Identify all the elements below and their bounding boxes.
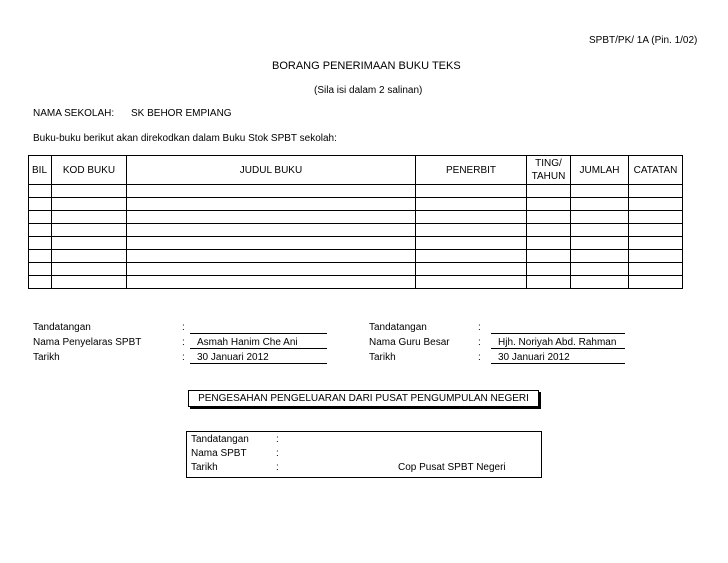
table-row xyxy=(29,237,683,250)
right-nama-line xyxy=(491,348,625,349)
table-body xyxy=(29,185,683,289)
table-cell[interactable] xyxy=(127,211,416,224)
right-tandatangan-line[interactable] xyxy=(491,333,625,334)
left-nama-label: Nama Penyelaras SPBT xyxy=(33,337,142,348)
table-cell[interactable] xyxy=(127,276,416,289)
pengesahan-nama-label: Nama SPBT xyxy=(191,448,247,459)
table-cell[interactable] xyxy=(416,263,527,276)
right-colon-3: : xyxy=(478,352,481,363)
pengesahan-title: PENGESAHAN PENGELUARAN DARI PUSAT PENGUMPULAN NEGERI xyxy=(198,393,529,404)
left-tandatangan-label: Tandatangan xyxy=(33,322,91,333)
table-cell[interactable] xyxy=(527,250,571,263)
right-tarikh-value: 30 Januari 2012 xyxy=(498,352,570,363)
table-cell[interactable] xyxy=(571,211,629,224)
left-colon-3: : xyxy=(182,352,185,363)
table-cell[interactable] xyxy=(52,263,127,276)
table-cell[interactable] xyxy=(127,263,416,276)
form-title: BORANG PENERIMAAN BUKU TEKS xyxy=(272,60,461,72)
left-tarikh-label: Tarikh xyxy=(33,352,60,363)
table-cell[interactable] xyxy=(629,224,683,237)
table-cell[interactable] xyxy=(29,276,52,289)
table-cell[interactable] xyxy=(416,224,527,237)
table-cell[interactable] xyxy=(571,198,629,211)
left-nama-line xyxy=(190,348,327,349)
table-cell[interactable] xyxy=(29,185,52,198)
table-cell[interactable] xyxy=(29,250,52,263)
left-colon-2: : xyxy=(182,337,185,348)
table-cell[interactable] xyxy=(29,211,52,224)
table-cell[interactable] xyxy=(629,237,683,250)
header-judul-buku: JUDUL BUKU xyxy=(127,156,416,185)
table-cell[interactable] xyxy=(29,263,52,276)
table-cell[interactable] xyxy=(127,250,416,263)
right-nama-value: Hjh. Noriyah Abd. Rahman xyxy=(498,337,617,348)
table-cell[interactable] xyxy=(416,185,527,198)
table-cell[interactable] xyxy=(52,198,127,211)
table-cell[interactable] xyxy=(571,237,629,250)
header-ting: TING/ xyxy=(535,158,562,169)
table-cell[interactable] xyxy=(416,250,527,263)
header-bil: BIL xyxy=(29,156,52,185)
table-cell[interactable] xyxy=(571,276,629,289)
header-catatan: CATATAN xyxy=(629,156,683,185)
table-cell[interactable] xyxy=(127,237,416,250)
table-cell[interactable] xyxy=(29,224,52,237)
table-cell[interactable] xyxy=(52,237,127,250)
pengesahan-colon-2: : xyxy=(276,448,279,459)
table-cell[interactable] xyxy=(416,211,527,224)
header-penerbit: PENERBIT xyxy=(416,156,527,185)
table-row xyxy=(29,263,683,276)
table-cell[interactable] xyxy=(127,198,416,211)
school-name-label: NAMA SEKOLAH: xyxy=(33,108,115,119)
header-kod-buku: KOD BUKU xyxy=(52,156,127,185)
right-tarikh-line xyxy=(491,363,625,364)
form-subtitle: (Sila isi dalam 2 salinan) xyxy=(314,85,423,96)
table-cell[interactable] xyxy=(127,224,416,237)
right-tandatangan-label: Tandatangan xyxy=(369,322,427,333)
pengesahan-colon-3: : xyxy=(276,462,279,473)
left-nama-value: Asmah Hanim Che Ani xyxy=(197,337,298,348)
table-cell[interactable] xyxy=(571,250,629,263)
pengesahan-tandatangan-label: Tandatangan xyxy=(191,434,249,445)
table-cell[interactable] xyxy=(527,185,571,198)
table-cell[interactable] xyxy=(629,250,683,263)
table-row xyxy=(29,276,683,289)
table-cell[interactable] xyxy=(527,224,571,237)
table-cell[interactable] xyxy=(527,237,571,250)
table-cell[interactable] xyxy=(527,198,571,211)
right-nama-label: Nama Guru Besar xyxy=(369,337,450,348)
table-row xyxy=(29,250,683,263)
left-tarikh-value: 30 Januari 2012 xyxy=(197,352,269,363)
pengesahan-tarikh-label: Tarikh xyxy=(191,462,218,473)
table-cell[interactable] xyxy=(629,198,683,211)
school-name-value: SK BEHOR EMPIANG xyxy=(131,108,232,119)
table-cell[interactable] xyxy=(29,198,52,211)
intro-text: Buku-buku berikut akan direkodkan dalam Buku Stok SPBT sekolah: xyxy=(33,133,337,144)
table-cell[interactable] xyxy=(52,224,127,237)
table-row xyxy=(29,198,683,211)
left-tarikh-line xyxy=(190,363,327,364)
document-code: SPBT/PK/ 1A (Pin. 1/02) xyxy=(589,35,698,46)
cop-pusat-label: Cop Pusat SPBT Negeri xyxy=(398,462,506,473)
table-cell[interactable] xyxy=(629,211,683,224)
table-cell[interactable] xyxy=(52,185,127,198)
table-cell[interactable] xyxy=(629,185,683,198)
table-cell[interactable] xyxy=(416,237,527,250)
table-cell[interactable] xyxy=(571,185,629,198)
table-cell[interactable] xyxy=(629,263,683,276)
right-colon-2: : xyxy=(478,337,481,348)
table-cell[interactable] xyxy=(629,276,683,289)
table-cell[interactable] xyxy=(52,276,127,289)
table-cell[interactable] xyxy=(571,224,629,237)
right-tarikh-label: Tarikh xyxy=(369,352,396,363)
header-tahun: TAHUN xyxy=(531,171,566,182)
left-tandatangan-line[interactable] xyxy=(190,333,327,334)
table-row xyxy=(29,224,683,237)
table-cell[interactable] xyxy=(527,211,571,224)
table-cell[interactable] xyxy=(52,211,127,224)
table-cell[interactable] xyxy=(416,198,527,211)
table-header-row xyxy=(29,156,683,185)
table-cell[interactable] xyxy=(127,185,416,198)
table-cell[interactable] xyxy=(527,263,571,276)
table-cell[interactable] xyxy=(416,276,527,289)
left-colon-1: : xyxy=(182,322,185,333)
header-ting-tahun xyxy=(527,156,571,185)
books-table xyxy=(28,155,683,289)
header-jumlah: JUMLAH xyxy=(571,156,629,185)
table-cell[interactable] xyxy=(52,250,127,263)
table-row xyxy=(29,185,683,198)
table-cell[interactable] xyxy=(527,276,571,289)
table-cell[interactable] xyxy=(571,263,629,276)
right-colon-1: : xyxy=(478,322,481,333)
table-row xyxy=(29,211,683,224)
pengesahan-colon-1: : xyxy=(276,434,279,445)
table-cell[interactable] xyxy=(29,237,52,250)
